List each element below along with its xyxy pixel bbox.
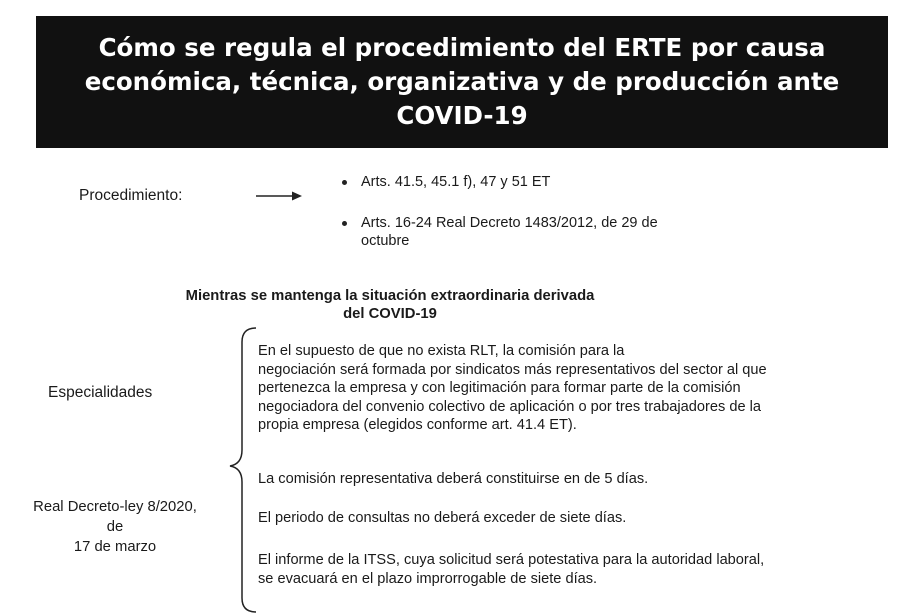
title-banner <box>36 16 888 148</box>
subtitle-line: Mientras se mantenga la situación extraordinaria derivada <box>185 288 595 304</box>
especialidades-label: Especialidades <box>48 384 153 401</box>
decree-line: 17 de marzo <box>73 539 157 555</box>
point-line: propia empresa (elegidos conforme art. 41.4 ET). <box>258 417 577 433</box>
title-line: Cómo se regula el procedimiento del ERTE por causa <box>98 33 826 62</box>
subtitle-line: del COVID-19 <box>343 306 437 322</box>
point-item <box>258 509 626 528</box>
subtitle <box>100 287 680 323</box>
decree-line: Real Decreto-ley 8/2020, <box>33 499 197 515</box>
title-line: económica, técnica, organizativa y de producción ante <box>84 67 840 96</box>
title-line: COVID-19 <box>396 101 528 130</box>
bullet-dot <box>342 221 347 226</box>
procedure-bullet <box>361 214 658 250</box>
point-line: negociadora del convenio colectivo de aplicación o por tres trabajadores de la <box>258 398 761 415</box>
decree-line: de <box>106 519 124 535</box>
point-line: se evacuará en el plazo improrrogable de siete días. <box>258 570 598 587</box>
point-line: El periodo de consultas no deberá exceder de siete días. <box>258 510 627 526</box>
arrow-right-icon <box>254 188 304 204</box>
bullet-dot <box>342 180 347 185</box>
point-line: pertenezca la empresa y con legitimación para formar parte de la comisión <box>258 380 741 396</box>
point-item <box>258 342 767 435</box>
bullet-line: Arts. 16-24 Real Decreto 1483/2012, de 29 de <box>361 215 658 231</box>
bullet-line: Arts. 41.5, 45.1 f), 47 y 51 ET <box>361 174 551 190</box>
bullet-line: octubre <box>361 233 410 249</box>
procedure-label: Procedimiento: <box>79 187 183 204</box>
point-item <box>258 551 764 588</box>
point-line: En el supuesto de que no exista RLT, la comisión para la <box>258 343 625 359</box>
point-line: El informe de la ITSS, cuya solicitud será potestativa para la autoridad laboral, <box>258 552 765 568</box>
decree-reference <box>0 497 230 557</box>
point-line: negociación será formada por sindicatos más representativos del sector al que <box>258 361 767 378</box>
curly-brace-icon <box>226 326 260 616</box>
point-item <box>258 470 648 489</box>
procedure-bullet <box>361 173 550 191</box>
point-line: La comisión representativa deberá constituirse en de 5 días. <box>258 471 649 487</box>
